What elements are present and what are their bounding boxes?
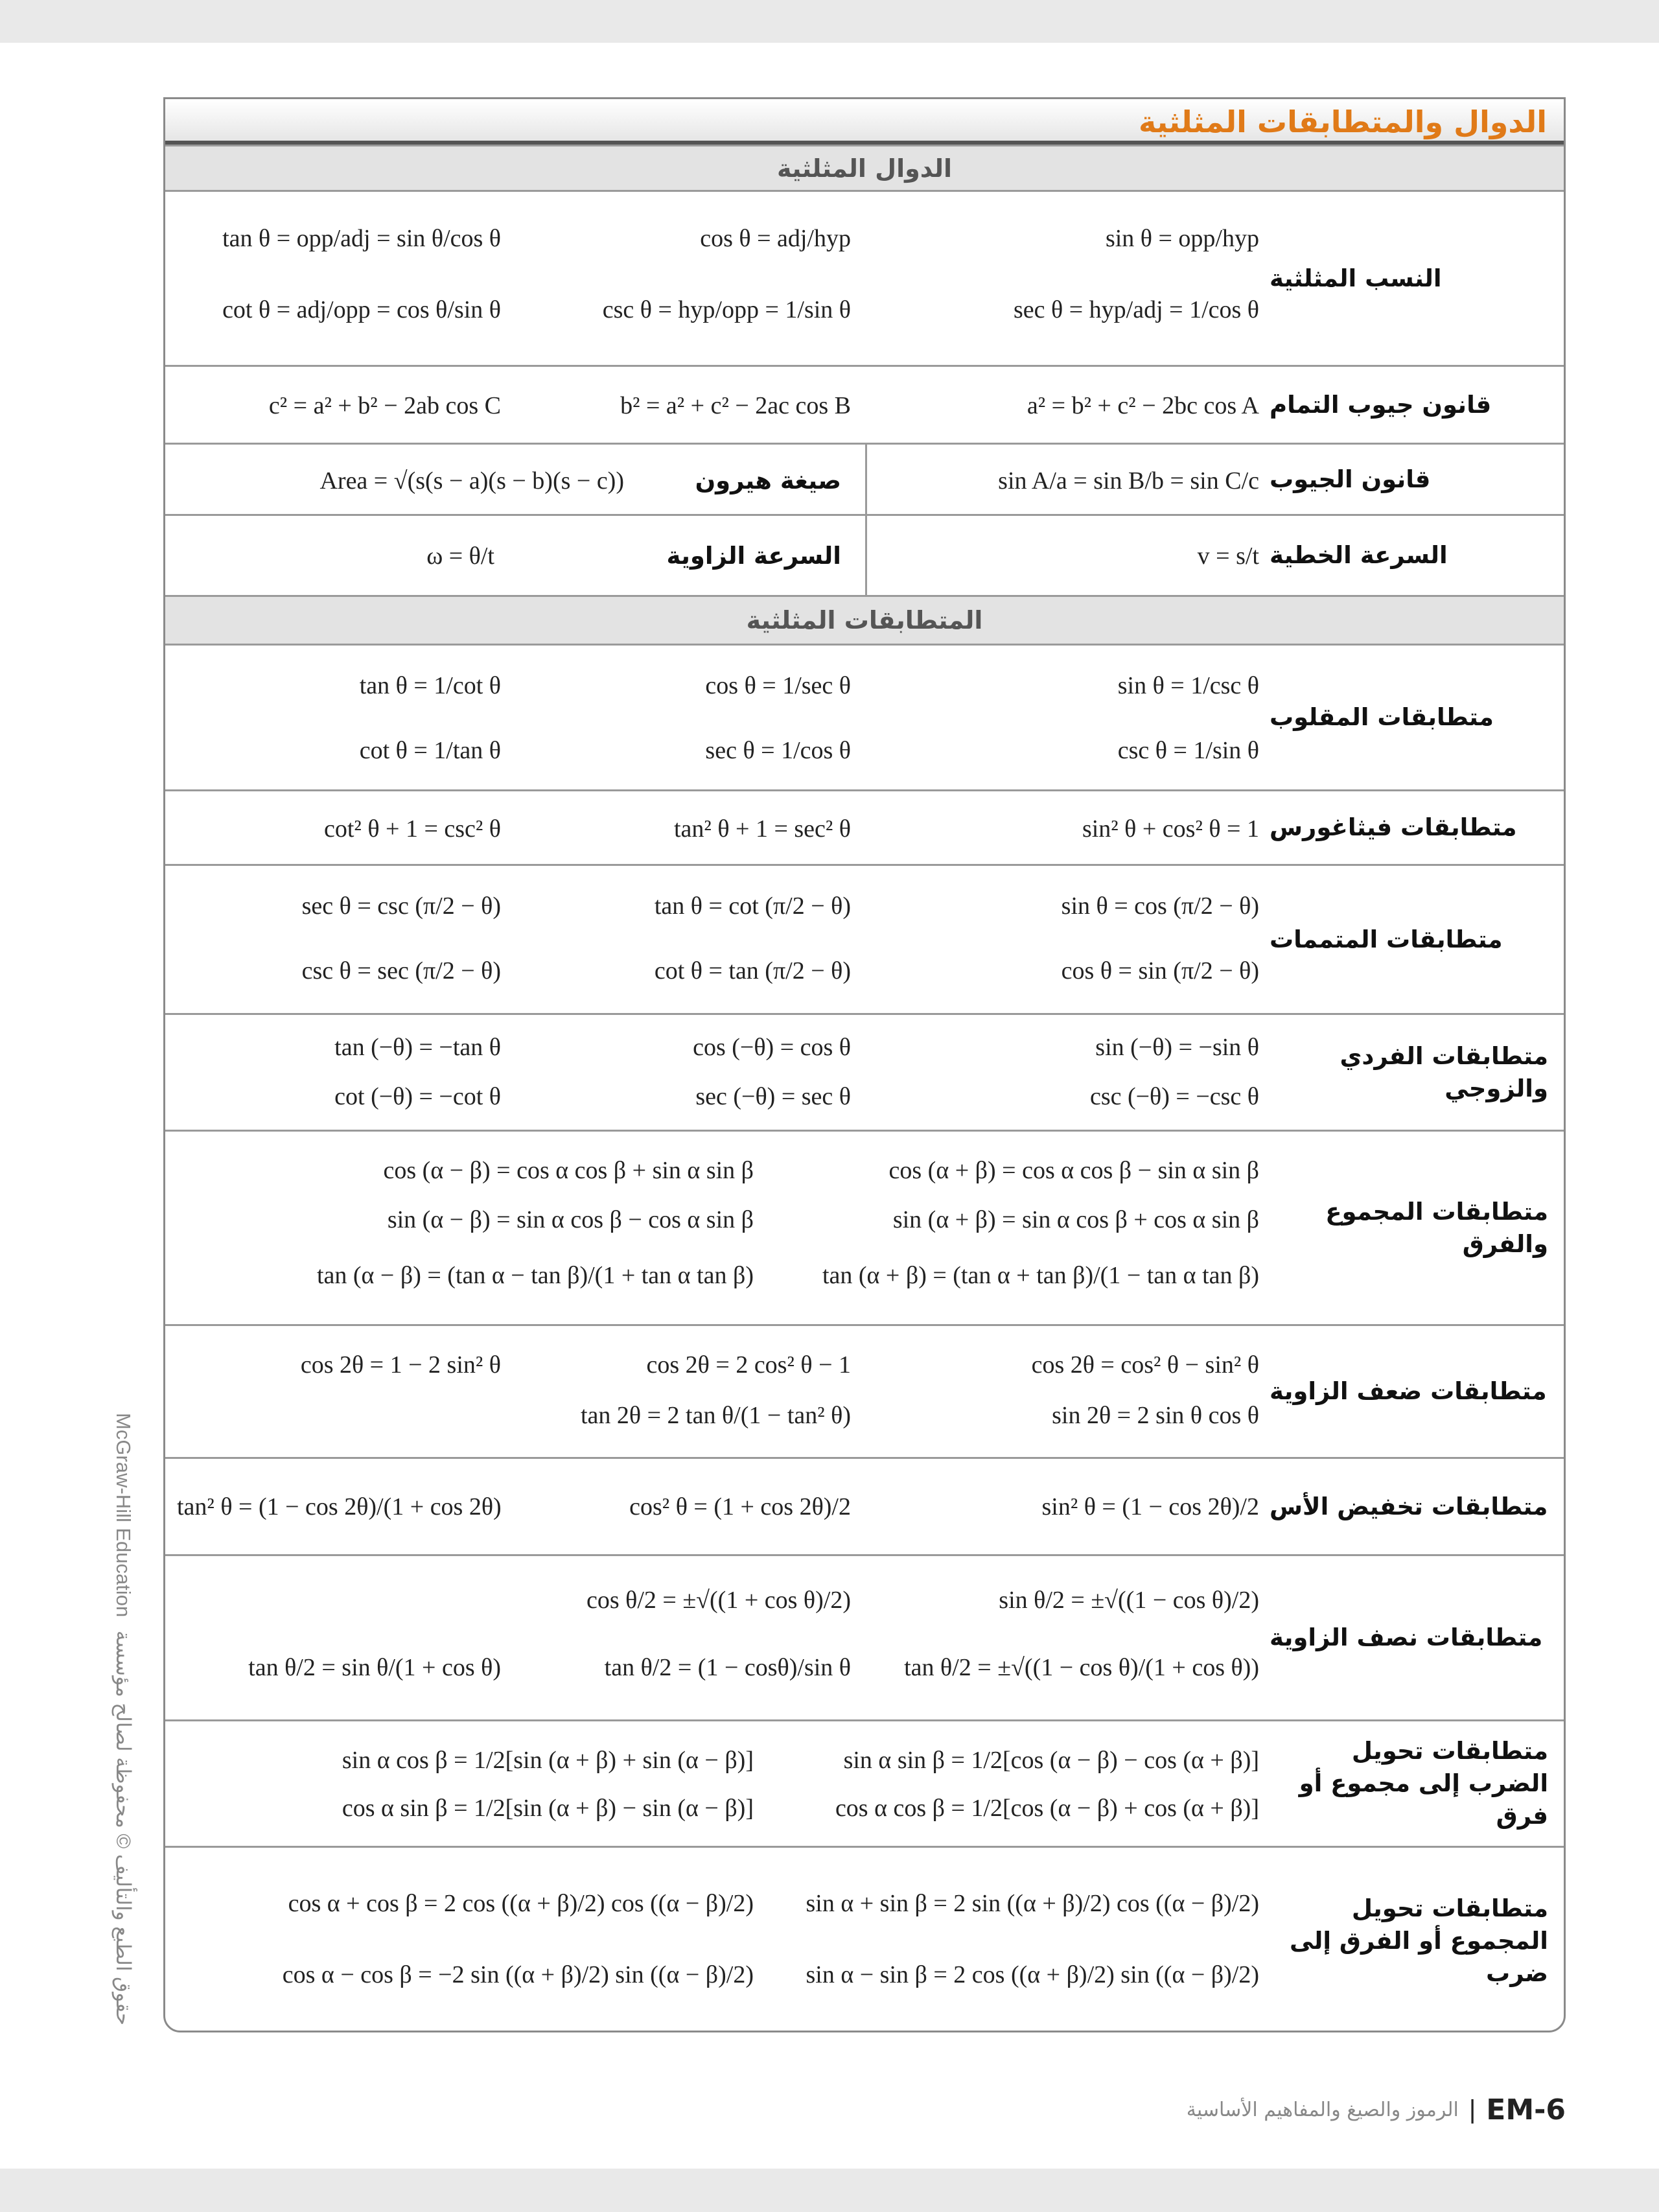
- page-title: الدوال والمتطابقات المثلثية: [1138, 104, 1547, 139]
- row-label: النسب المثلثية: [1270, 264, 1442, 292]
- formula: ω = θ/t: [426, 542, 494, 570]
- formula: cot θ = 1/tan θ: [359, 737, 501, 764]
- footer-separator: |: [1468, 2095, 1476, 2124]
- formula: csc (−θ) = −csc θ: [1089, 1083, 1259, 1110]
- row-label: متطابقات تحويل الضرب إلى مجموع أو فرق: [1299, 1737, 1548, 1830]
- formula: sec (−θ) = sec θ: [695, 1083, 851, 1110]
- section-functions: [165, 145, 1564, 190]
- formula: tan² θ + 1 = sec² θ: [674, 815, 851, 843]
- row-odd-even: [165, 1013, 1564, 1130]
- publisher-name: McGraw-Hill Education: [112, 1413, 135, 1618]
- divider: [865, 445, 867, 514]
- formula: sin α + sin β = 2 sin ((α + β)/2) cos ((α − β)/2): [806, 1890, 1259, 1917]
- row-power-reducing: [165, 1457, 1564, 1554]
- row-double-angle: [165, 1324, 1564, 1457]
- formula: cos α − cos β = −2 sin ((α + β)/2) sin ((α − β)/2): [282, 1961, 754, 1988]
- copyright-text: حقوق الطبع والتأليف © محفوظة لصالح مؤسسة: [112, 1630, 135, 2026]
- formula: cos θ = sin (π/2 − θ): [1061, 957, 1259, 984]
- formula: sin A/a = sin B/b = sin C/c: [998, 467, 1259, 495]
- formula: sec θ = csc (π/2 − θ): [301, 892, 501, 920]
- row-label: قانون الجيوب: [1270, 465, 1431, 493]
- divider: [865, 516, 867, 595]
- row-law-of-cosines: [165, 365, 1564, 443]
- formula: csc θ = sec (π/2 − θ): [301, 957, 501, 984]
- row-label: متطابقات المتممات: [1270, 925, 1503, 953]
- row-label: متطابقات المقلوب: [1270, 703, 1494, 732]
- row-label: متطابقات نصف الزاوية: [1270, 1624, 1543, 1652]
- footer-text: الرموز والصيغ والمفاهيم الأساسية: [1186, 2099, 1459, 2121]
- formula: tan θ/2 = (1 − cosθ)/sin θ: [604, 1654, 851, 1681]
- section-functions-label: الدوال المثلثية: [777, 154, 952, 183]
- formula: Area = √(s(s − a)(s − b)(s − c)): [319, 467, 624, 495]
- formula: sin² θ = (1 − cos 2θ)/2: [1041, 1493, 1259, 1520]
- row-label: قانون جيوب التمام: [1270, 390, 1492, 419]
- formula: sin θ = opp/hyp: [1105, 225, 1259, 252]
- formula: cos θ/2 = ±√((1 + cos θ)/2): [586, 1587, 851, 1614]
- formula: sin² θ + cos² θ = 1: [1082, 815, 1259, 843]
- formula: cos (α + β) = cos α cos β − sin α sin β: [888, 1157, 1259, 1184]
- formula: sin α − sin β = 2 cos ((α + β)/2) sin ((α − β)/2): [806, 1961, 1259, 1988]
- row-law-of-sines: [165, 443, 1564, 514]
- row-label: متطابقات تحويل المجموع أو الفرق إلى ضرب: [1290, 1894, 1548, 1987]
- formula: tan (α − β) = (tan α − tan β)/(1 + tan α tan β): [316, 1262, 754, 1289]
- row-label: متطابقات الفردي والزوجي: [1340, 1042, 1548, 1102]
- formula: b² = a² + c² − 2ac cos B: [620, 392, 851, 419]
- formula: cos 2θ = 2 cos² θ − 1: [646, 1351, 851, 1379]
- side-copyright: [111, 1413, 135, 2033]
- formula: cos θ = adj/hyp: [700, 225, 851, 252]
- formula: cos (α − β) = cos α cos β + sin α sin β: [383, 1157, 754, 1184]
- section-identities-label: المتطابقات المثلثية: [746, 606, 983, 634]
- formula: cos α cos β = 1/2[cos (α − β) + cos (α + β)]: [835, 1795, 1259, 1822]
- herons-formula-label: صيغة هيرون: [695, 467, 841, 495]
- formula: c² = a² + b² − 2ab cos C: [268, 392, 501, 419]
- formula: tan θ/2 = sin θ/(1 + cos θ): [248, 1654, 501, 1681]
- formula: cos α sin β = 1/2[sin (α + β) − sin (α − β)]: [342, 1795, 754, 1822]
- formula: tan (α + β) = (tan α + tan β)/(1 − tan α tan β): [822, 1262, 1259, 1289]
- row-half-angle: [165, 1554, 1564, 1719]
- formula: sec θ = 1/cos θ: [705, 737, 851, 764]
- page-number: EM-6: [1486, 2093, 1566, 2126]
- formula: sin θ/2 = ±√((1 − cos θ)/2): [999, 1587, 1259, 1614]
- formula: v = s/t: [1197, 542, 1259, 570]
- section-identities: [165, 595, 1564, 644]
- angular-speed-label: السرعة الزاوية: [666, 542, 841, 570]
- row-sum-difference: [165, 1130, 1564, 1324]
- formula: tan (−θ) = −tan θ: [334, 1034, 501, 1061]
- row-label: السرعة الخطية: [1270, 541, 1448, 570]
- formula: sin θ = 1/csc θ: [1117, 672, 1259, 699]
- formula: tan θ = 1/cot θ: [359, 672, 501, 699]
- formula: cot² θ + 1 = csc² θ: [324, 815, 501, 843]
- row-reciprocal: [165, 644, 1564, 789]
- formula: cos 2θ = cos² θ − sin² θ: [1031, 1351, 1259, 1379]
- formula: sin (α − β) = sin α cos β − cos α sin β: [387, 1206, 754, 1233]
- row-sum-to-product: [165, 1846, 1564, 2032]
- row-speed: [165, 514, 1564, 595]
- formula: cos θ = 1/sec θ: [705, 672, 851, 699]
- formula: sec θ = hyp/adj = 1/cos θ: [1014, 296, 1259, 323]
- row-label: متطابقات فيثاغورس: [1270, 813, 1517, 842]
- formula-table: [163, 97, 1566, 2032]
- title-bar: [165, 99, 1564, 145]
- formula: sin θ = cos (π/2 − θ): [1061, 892, 1259, 920]
- formula: cot (−θ) = −cot θ: [334, 1083, 501, 1110]
- formula: tan 2θ = 2 tan θ/(1 − tan² θ): [581, 1402, 851, 1429]
- formula: tan² θ = (1 − cos 2θ)/(1 + cos 2θ): [177, 1493, 502, 1520]
- formula: sin (−θ) = −sin θ: [1095, 1034, 1259, 1061]
- formula: cos 2θ = 1 − 2 sin² θ: [300, 1351, 501, 1379]
- row-cofunction: [165, 864, 1564, 1013]
- formula: csc θ = hyp/opp = 1/sin θ: [602, 296, 851, 323]
- formula: cot θ = adj/opp = cos θ/sin θ: [222, 296, 501, 323]
- formula: a² = b² + c² − 2bc cos A: [1027, 392, 1259, 419]
- formula: sin (α + β) = sin α cos β + cos α sin β: [892, 1206, 1259, 1233]
- row-pythagorean: [165, 789, 1564, 864]
- formula: sin 2θ = 2 sin θ cos θ: [1052, 1402, 1259, 1429]
- formula: csc θ = 1/sin θ: [1117, 737, 1259, 764]
- formula: cos² θ = (1 + cos 2θ)/2: [629, 1493, 851, 1520]
- formula: sin α sin β = 1/2[cos (α − β) − cos (α + β)]: [843, 1747, 1259, 1774]
- formula: cos α + cos β = 2 cos ((α + β)/2) cos ((α − β)/2): [288, 1890, 754, 1917]
- row-label: متطابقات تخفيض الأس: [1270, 1492, 1548, 1520]
- row-ratios: [165, 190, 1564, 365]
- footer: [1187, 2093, 1566, 2126]
- row-product-to-sum: [165, 1719, 1564, 1846]
- formula: tan θ/2 = ±√((1 − cos θ)/(1 + cos θ)): [904, 1654, 1259, 1681]
- formula: tan θ = opp/adj = sin θ/cos θ: [222, 225, 501, 252]
- row-label: متطابقات المجموع والفرق: [1325, 1197, 1548, 1258]
- row-label: متطابقات ضعف الزاوية: [1270, 1377, 1547, 1406]
- formula: cos (−θ) = cos θ: [693, 1034, 851, 1061]
- formula: tan θ = cot (π/2 − θ): [654, 892, 851, 920]
- formula: sin α cos β = 1/2[sin (α + β) + sin (α − β)]: [342, 1747, 754, 1774]
- formula: cot θ = tan (π/2 − θ): [654, 957, 851, 984]
